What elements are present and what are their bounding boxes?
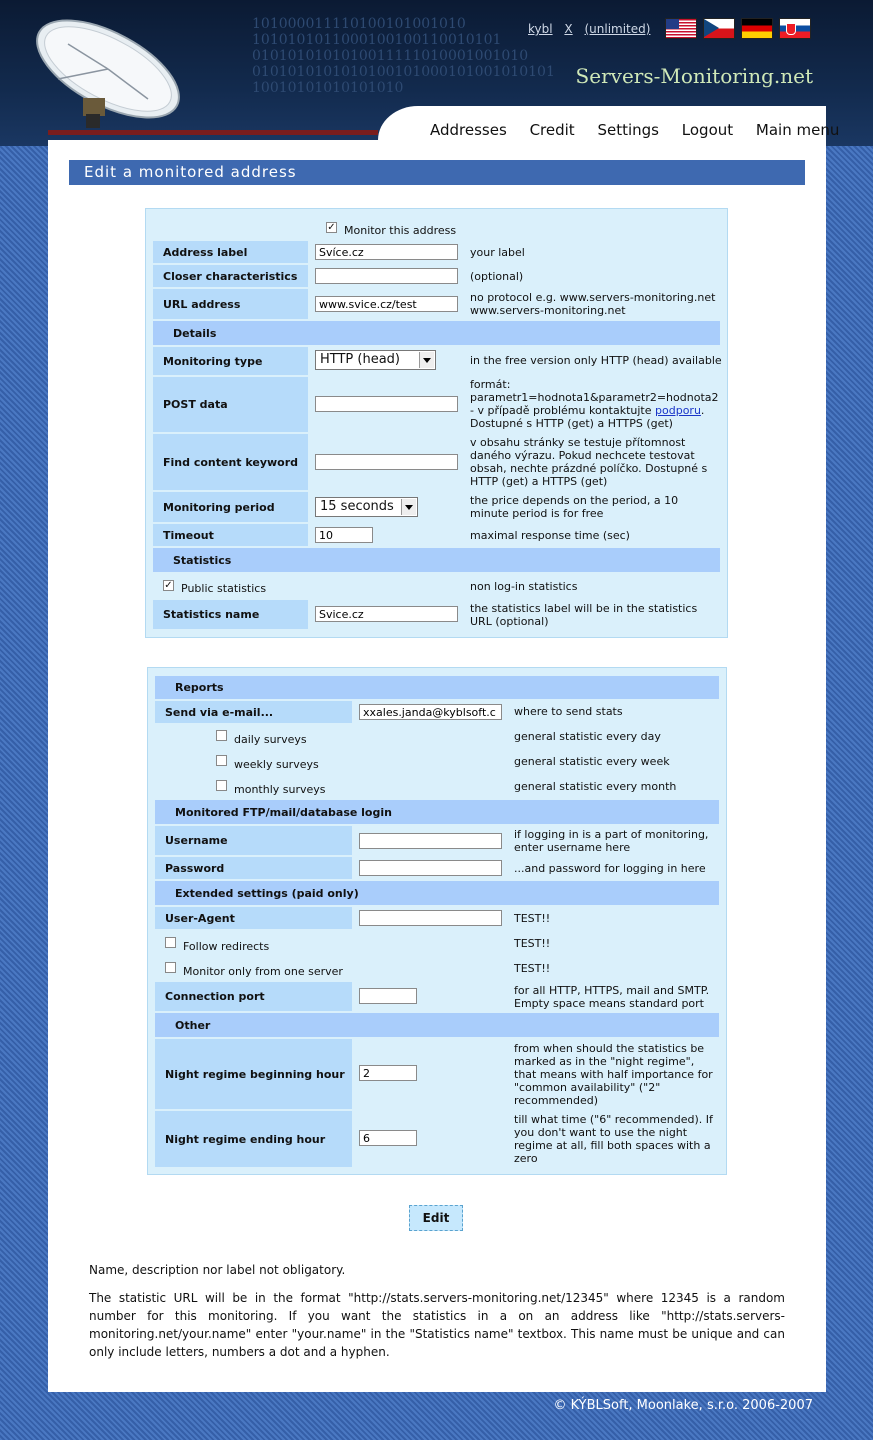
statistics-name-input[interactable] [315,606,458,622]
night-end-hint: till what time ("6" recommended). If you don't want to use the night regime at all, fill both spaces with a zero [514,1113,713,1165]
page-title: Edit a monitored address [84,163,297,181]
public-statistics-label: Public statistics [181,582,267,595]
satellite-dish-logo [28,14,198,134]
header [0,0,873,146]
support-link[interactable]: podporu [655,404,701,417]
statistics-name-hint: the statistics label will be in the statistics URL (optional) [470,602,698,628]
details-section-header: Details [153,321,720,345]
site-name: Servers-Monitoring.net [575,64,813,88]
address-label-input[interactable] [315,244,458,260]
address-form-box [145,208,728,638]
timeout-input[interactable] [315,527,373,543]
binary-line: 10010101010101010 [252,80,404,96]
note-optional: Name, description nor label not obligatory. [89,1263,346,1277]
login-section-header: Monitored FTP/mail/database login [155,800,719,824]
de-flag-icon[interactable] [741,18,773,39]
public-statistics-hint: non log-in statistics [470,580,578,593]
nav-main-menu[interactable]: Main menu [755,121,840,139]
one-server-checkbox[interactable] [165,962,176,973]
chevron-down-icon [419,352,434,368]
monitoring-period-select[interactable] [315,497,418,517]
find-keyword-label: Find content keyword [153,434,308,490]
binary-decoration [252,16,555,96]
night-begin-hint: from when should the statistics be marked as in the "night regime", that means with half importance for "common availability" ("2" recommended) [514,1042,713,1107]
find-keyword-hint: v obsahu stránky se testuje přítomnost daného výrazu. Pokud nechcete testovat obsah, nechte prázdné políčko. Dostupné s HTTP (get) a HTTPS (get) [470,436,708,488]
follow-redirects-label: Follow redirects [183,940,270,953]
monitor-address-checkbox[interactable]: ✓ [327,222,336,233]
address-label-label: Address label [153,241,308,263]
monthly-surveys-label: monthly surveys [234,783,326,796]
daily-surveys-label: daily surveys [234,733,307,746]
night-end-label: Night regime ending hour [155,1111,352,1167]
language-flags [665,18,817,39]
binary-line: 1010101011000100100110010101 [252,32,502,48]
find-keyword-input[interactable] [315,454,458,470]
monthly-surveys-checkbox[interactable] [216,780,227,791]
chevron-down-icon [401,499,416,515]
closer-characteristics-hint: (optional) [470,270,524,283]
weekly-surveys-checkbox[interactable] [216,755,227,766]
weekly-surveys-label: weekly surveys [234,758,319,771]
night-begin-label: Night regime beginning hour [155,1039,352,1109]
address-label-hint: your label [470,246,525,259]
url-address-input[interactable] [315,296,458,312]
binary-line: 0101010101010100101000101001010101 [252,64,555,80]
password-hint: ...and password for logging in here [514,862,706,875]
edit-button[interactable]: Edit [409,1205,463,1231]
reports-section-header: Reports [155,676,719,699]
post-data-hint [470,378,720,430]
logout-x-link[interactable]: X [564,22,573,36]
post-data-hint-text: formát: parametr1=hodnota1&parametr2=hodnota2 - v případě problému kontaktujte [470,378,719,417]
follow-redirects-checkbox[interactable] [165,937,176,948]
nav-credit[interactable]: Credit [529,121,575,139]
nav-settings[interactable]: Settings [597,121,659,139]
closer-characteristics-label: Closer characteristics [153,265,308,287]
username-label: Username [155,826,352,855]
post-data-hint-suffix: . Dostupné s HTTP (get) a HTTPS (get) [470,404,705,430]
username-input[interactable] [359,833,502,849]
nav-addresses[interactable]: Addresses [430,121,507,139]
monitoring-type-hint: in the free version only HTTP (head) available [470,354,722,367]
url-address-label: URL address [153,289,308,319]
username-link[interactable]: kybl [528,22,553,36]
user-agent-label: User-Agent [155,907,352,929]
monitoring-period-hint: the price depends on the period, a 10 minute period is for free [470,494,679,520]
daily-surveys-checkbox[interactable] [216,730,227,741]
note-statistics-url: The statistic URL will be in the format "http://stats.servers-monitoring.net/12345" where 12345 is a random number for this monitoring. If you want the statistics in a on an address like "http://stats.servers-monitoring.net/your.name" enter "your.name" in the "Statistics name" textbox. This name must be unique and can only include letters, numbers a dot and a hyphen. [89,1291,785,1359]
post-data-label: POST data [153,377,308,432]
other-section-header: Other [155,1013,719,1037]
connection-port-input[interactable] [359,988,417,1004]
monthly-surveys-hint: general statistic every month [514,780,677,793]
public-statistics-checkbox[interactable]: ✓ [164,580,173,591]
us-flag-icon[interactable] [665,18,697,39]
page-title-bar [69,160,805,185]
password-label: Password [155,857,352,879]
monitoring-type-select[interactable] [315,350,436,370]
post-data-input[interactable] [315,396,458,412]
binary-line: 101000011110100101001010 [252,16,466,32]
monitoring-period-label: Monitoring period [153,492,308,522]
send-email-hint: where to send stats [514,705,623,718]
statistics-section-header: Statistics [153,548,720,572]
plan-link[interactable]: (unlimited) [584,22,651,36]
send-email-label: Send via e-mail... [155,701,352,723]
footer-copyright: © KÝBLSoft, Moonlake, s.r.o. 2006-2007 [553,1398,813,1413]
one-server-label: Monitor only from one server [183,965,343,978]
header-accent-line [48,130,378,135]
one-server-hint: TEST!! [514,962,551,975]
page-content [48,140,826,1392]
night-end-input[interactable] [359,1130,417,1146]
cz-flag-icon[interactable] [703,18,735,39]
closer-characteristics-input[interactable] [315,268,458,284]
password-input[interactable] [359,860,502,876]
night-begin-input[interactable] [359,1065,417,1081]
monitor-address-label: Monitor this address [344,224,457,237]
monitoring-type-label: Monitoring type [153,347,308,375]
daily-surveys-hint: general statistic every day [514,730,661,743]
statistics-name-label: Statistics name [153,600,308,629]
user-agent-hint: TEST!! [514,912,551,925]
main-nav [430,121,857,139]
connection-port-label: Connection port [155,982,352,1011]
username-hint: if logging in is a part of monitoring, enter username here [514,828,709,854]
sk-flag-icon[interactable] [779,18,811,39]
timeout-label: Timeout [153,524,308,546]
timeout-hint: maximal response time (sec) [470,529,630,542]
user-links [528,22,658,36]
binary-line: 0101010101010011111010001001010 [252,48,529,64]
nav-logout[interactable]: Logout [681,121,734,139]
user-agent-input[interactable] [359,910,502,926]
url-address-hint: no protocol e.g. www.servers-monitoring.net www.servers-monitoring.net [470,291,716,317]
reports-form-box [147,667,727,1175]
send-email-input[interactable] [359,704,502,720]
weekly-surveys-hint: general statistic every week [514,755,670,768]
monitoring-type-value: HTTP (head) [320,352,400,367]
follow-redirects-hint: TEST!! [514,937,551,950]
monitoring-period-value: 15 seconds [320,499,394,514]
connection-port-hint: for all HTTP, HTTPS, mail and SMTP. Empty space means standard port [514,984,710,1010]
extended-section-header: Extended settings (paid only) [155,881,719,905]
